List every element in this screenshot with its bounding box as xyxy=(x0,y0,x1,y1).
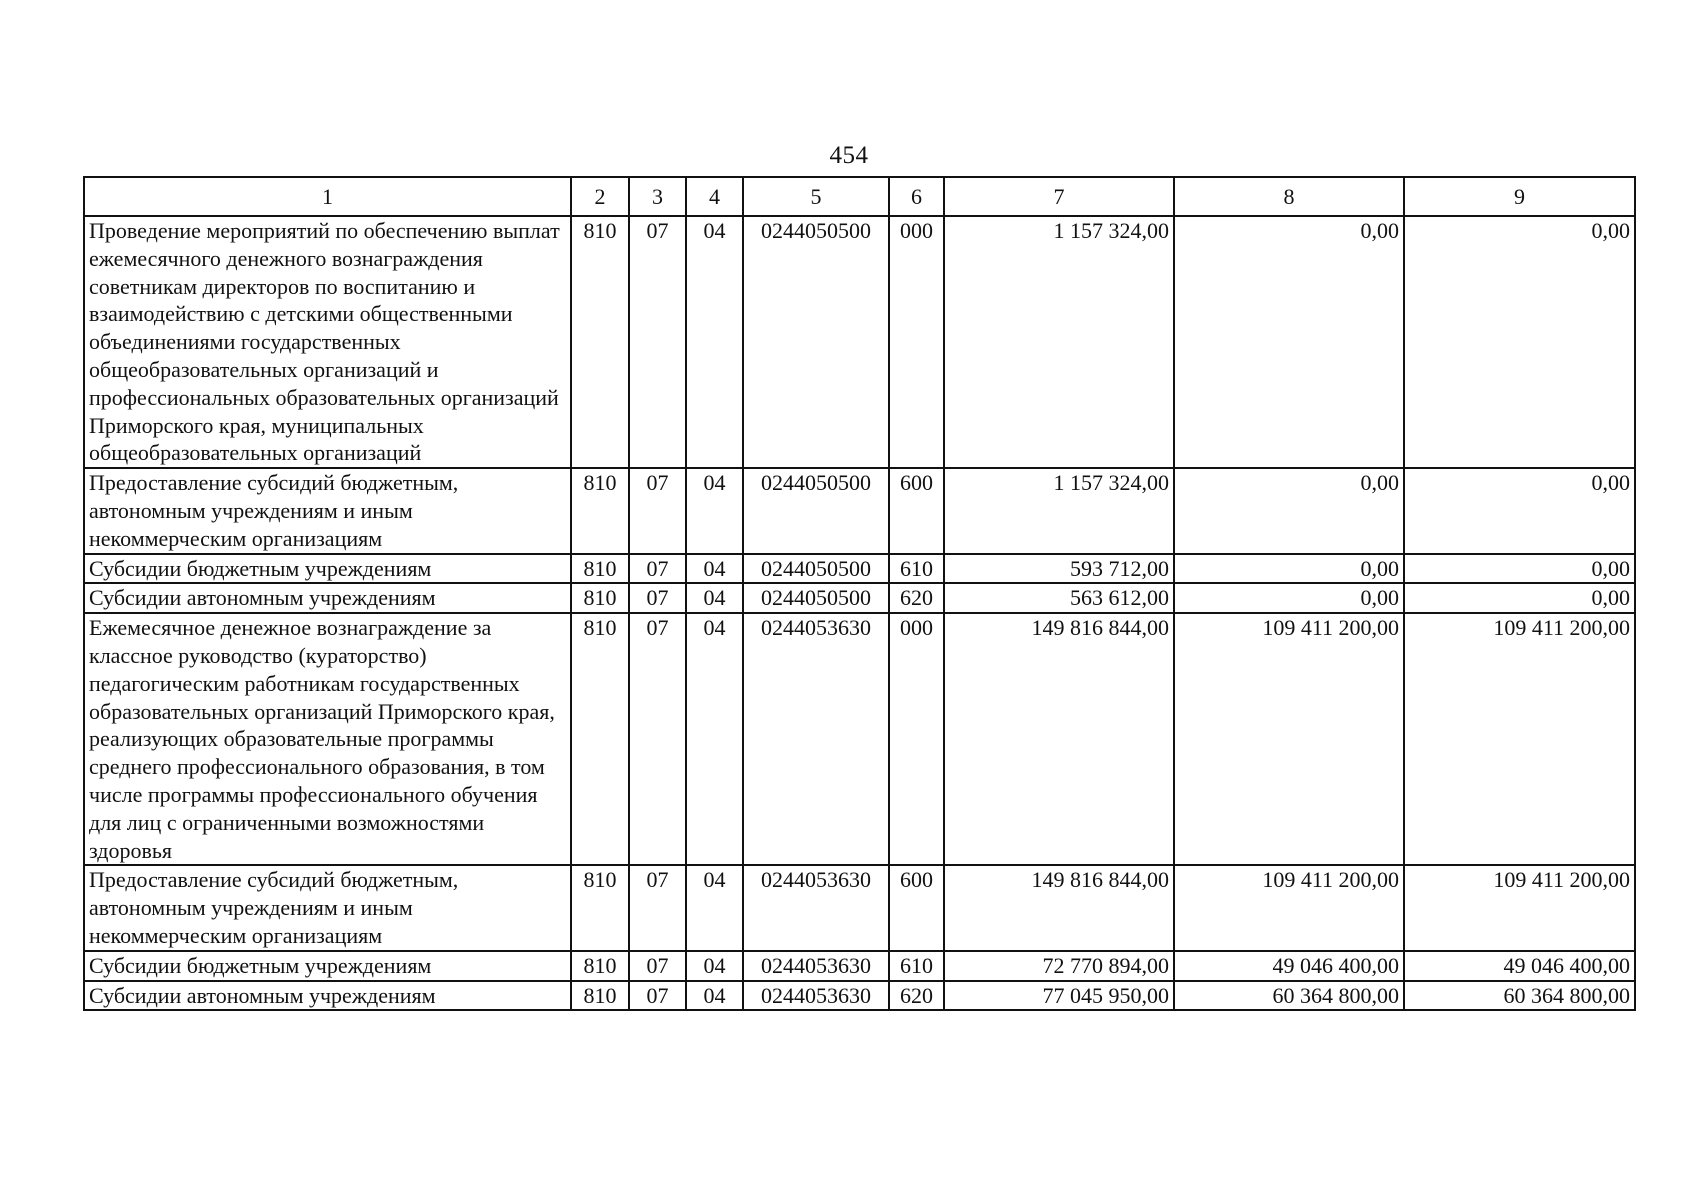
code-2: 810 xyxy=(571,981,629,1011)
code-4: 04 xyxy=(686,583,743,613)
code-6: 000 xyxy=(889,613,944,865)
amount-9: 109 411 200,00 xyxy=(1404,865,1635,950)
amount-8: 0,00 xyxy=(1174,554,1404,584)
amount-7: 149 816 844,00 xyxy=(944,865,1174,950)
code-6: 610 xyxy=(889,951,944,981)
amount-8: 60 364 800,00 xyxy=(1174,981,1404,1011)
code-6: 610 xyxy=(889,554,944,584)
code-2: 810 xyxy=(571,554,629,584)
code-5: 0244050500 xyxy=(743,468,889,553)
amount-8: 109 411 200,00 xyxy=(1174,613,1404,865)
amount-9: 109 411 200,00 xyxy=(1404,613,1635,865)
header-cell: 2 xyxy=(571,177,629,216)
code-5: 0244050500 xyxy=(743,554,889,584)
table-row xyxy=(84,468,1635,553)
code-5: 0244053630 xyxy=(743,951,889,981)
code-4: 04 xyxy=(686,981,743,1011)
code-6: 600 xyxy=(889,468,944,553)
page-number: 454 xyxy=(829,142,869,169)
header-cell: 9 xyxy=(1404,177,1635,216)
row-name: Предоставление субсидий бюджетным, автономным учреждениям и иным некоммерческим организациям xyxy=(84,468,571,553)
amount-8: 0,00 xyxy=(1174,583,1404,613)
code-3: 07 xyxy=(629,951,686,981)
code-2: 810 xyxy=(571,613,629,865)
amount-7: 1 157 324,00 xyxy=(944,216,1174,468)
code-2: 810 xyxy=(571,468,629,553)
code-5: 0244053630 xyxy=(743,981,889,1011)
table-row xyxy=(84,951,1635,981)
header-cell: 5 xyxy=(743,177,889,216)
header-cell: 7 xyxy=(944,177,1174,216)
amount-8: 0,00 xyxy=(1174,216,1404,468)
amount-8: 0,00 xyxy=(1174,468,1404,553)
row-name: Ежемесячное денежное вознаграждение за классное руководство (кураторство) педагогическим работникам государственных образовательных организаций Приморского края, реализующих образовательные программы среднего профессионального образования, в том числе программы профессионального обучения для лиц с ограниченными возможностями здоровья xyxy=(84,613,571,865)
amount-9: 49 046 400,00 xyxy=(1404,951,1635,981)
header-row xyxy=(84,177,1635,216)
code-5: 0244053630 xyxy=(743,613,889,865)
table-row xyxy=(84,554,1635,584)
code-5: 0244050500 xyxy=(743,583,889,613)
code-3: 07 xyxy=(629,554,686,584)
code-3: 07 xyxy=(629,583,686,613)
row-name: Субсидии автономным учреждениям xyxy=(84,583,571,613)
code-2: 810 xyxy=(571,865,629,950)
code-3: 07 xyxy=(629,865,686,950)
amount-7: 77 045 950,00 xyxy=(944,981,1174,1011)
table-row xyxy=(84,216,1635,468)
table-row xyxy=(84,981,1635,1011)
header-cell: 8 xyxy=(1174,177,1404,216)
row-name: Предоставление субсидий бюджетным, автономным учреждениям и иным некоммерческим организациям xyxy=(84,865,571,950)
table-row xyxy=(84,583,1635,613)
code-4: 04 xyxy=(686,613,743,865)
header-cell: 4 xyxy=(686,177,743,216)
amount-9: 0,00 xyxy=(1404,468,1635,553)
amount-7: 593 712,00 xyxy=(944,554,1174,584)
row-name: Субсидии бюджетным учреждениям xyxy=(84,554,571,584)
code-2: 810 xyxy=(571,583,629,613)
code-3: 07 xyxy=(629,216,686,468)
budget-table xyxy=(83,176,1636,1011)
row-name: Субсидии бюджетным учреждениям xyxy=(84,951,571,981)
code-3: 07 xyxy=(629,613,686,865)
amount-8: 49 046 400,00 xyxy=(1174,951,1404,981)
code-6: 600 xyxy=(889,865,944,950)
table-row xyxy=(84,865,1635,950)
code-6: 620 xyxy=(889,981,944,1011)
amount-9: 0,00 xyxy=(1404,583,1635,613)
code-2: 810 xyxy=(571,216,629,468)
code-6: 620 xyxy=(889,583,944,613)
code-6: 000 xyxy=(889,216,944,468)
code-4: 04 xyxy=(686,554,743,584)
amount-7: 149 816 844,00 xyxy=(944,613,1174,865)
row-name: Проведение мероприятий по обеспечению выплат ежемесячного денежного вознаграждения советникам директоров по воспитанию и взаимодействию с детскими общественными объединениями государственных общеобразовательных организаций и профессиональных образовательных организаций Приморского края, муниципальных общеобразовательных организаций xyxy=(84,216,571,468)
code-4: 04 xyxy=(686,951,743,981)
amount-9: 60 364 800,00 xyxy=(1404,981,1635,1011)
code-4: 04 xyxy=(686,865,743,950)
code-3: 07 xyxy=(629,468,686,553)
header-cell: 3 xyxy=(629,177,686,216)
code-4: 04 xyxy=(686,468,743,553)
code-5: 0244053630 xyxy=(743,865,889,950)
code-2: 810 xyxy=(571,951,629,981)
amount-9: 0,00 xyxy=(1404,554,1635,584)
amount-9: 0,00 xyxy=(1404,216,1635,468)
code-5: 0244050500 xyxy=(743,216,889,468)
amount-7: 563 612,00 xyxy=(944,583,1174,613)
amount-7: 1 157 324,00 xyxy=(944,468,1174,553)
row-name: Субсидии автономным учреждениям xyxy=(84,981,571,1011)
code-3: 07 xyxy=(629,981,686,1011)
amount-8: 109 411 200,00 xyxy=(1174,865,1404,950)
amount-7: 72 770 894,00 xyxy=(944,951,1174,981)
table-row xyxy=(84,613,1635,865)
code-4: 04 xyxy=(686,216,743,468)
header-cell: 1 xyxy=(84,177,571,216)
header-cell: 6 xyxy=(889,177,944,216)
